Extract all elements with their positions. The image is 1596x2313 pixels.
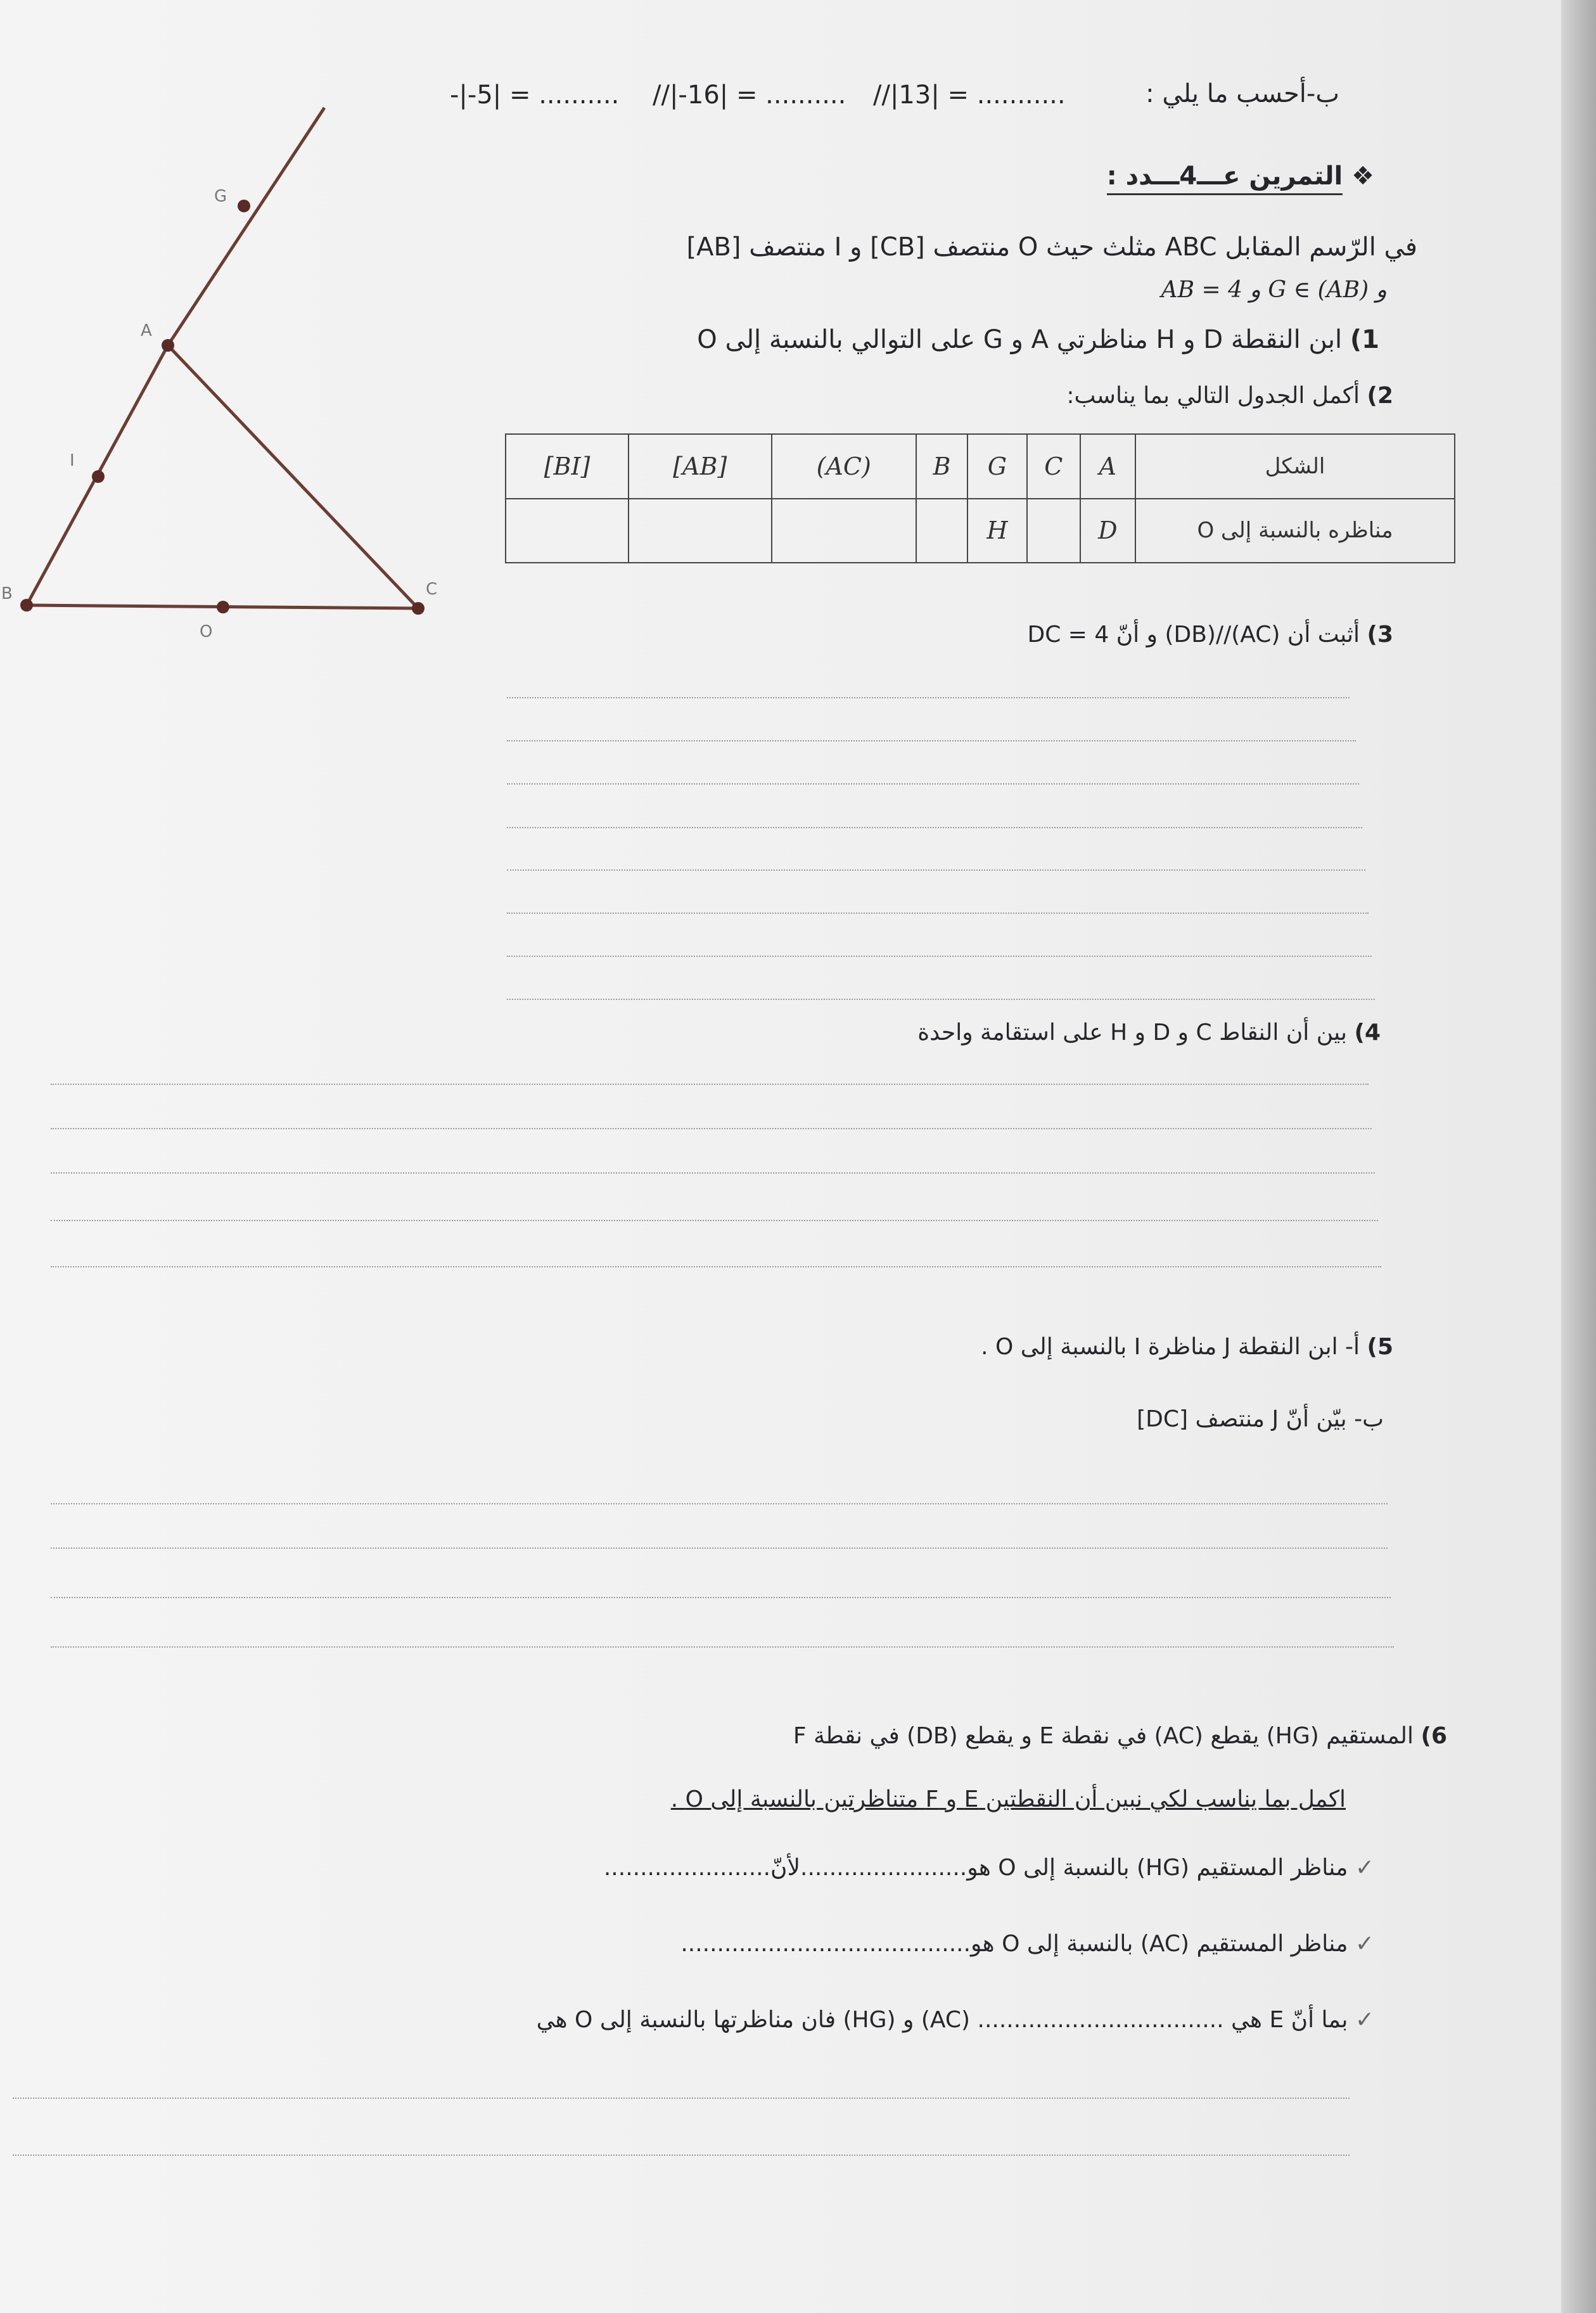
expr-5: -|-5| = .......... [450,80,620,110]
table-cell: H [967,499,1027,563]
question-6-text: المستقيم (HG) يقطع (AC) في نقطة E و يقطع (DB) في نقطة F [793,1723,1414,1749]
answer-line[interactable] [507,697,1350,698]
answer-line[interactable] [51,1084,1369,1085]
answer-line[interactable] [51,1503,1388,1504]
question-1-text: ابن النقطة D و H مناظرتي A و G على التوالي بالنسبة إلى O [697,325,1343,354]
answer-line[interactable] [507,783,1359,785]
label-b: B [1,584,13,603]
point-c [412,602,425,615]
expr-16: //|-16| = .......... [653,80,846,110]
answer-line[interactable] [507,827,1362,828]
question-6 [793,1725,1447,1748]
table-cell: [AB] [629,434,772,499]
table-cell: [BI] [506,434,629,499]
label-a: A [141,321,152,340]
question-5b-text: ب- بيّن أنّ J منتصف [DC] [1137,1406,1384,1432]
answer-line[interactable] [51,1128,1372,1129]
question-5a [981,1336,1393,1359]
exercise-title: التمرين عـــ4ـــدد : [1107,162,1343,195]
question-3-number: 3) [1367,622,1393,648]
table-cell: D [1080,499,1135,563]
compute-label: ب-أحسب ما يلي : [1146,79,1339,108]
answer-line[interactable] [507,956,1372,957]
check-row-1 [604,1857,1374,1880]
label-i: I [70,451,75,470]
line-ag [168,108,324,345]
question-4 [917,1022,1381,1044]
answer-line[interactable] [51,1220,1378,1221]
table-cell[interactable] [916,499,967,563]
expr-13: //|13| = ........... [873,80,1066,110]
question-1 [697,327,1379,352]
table-cell: A [1080,434,1135,499]
answer-line[interactable] [51,1597,1391,1598]
table-cell: (AC) [772,434,916,499]
table-cell: B [916,434,967,499]
diamond-bullet-icon: ❖ [1343,162,1374,191]
answer-line[interactable] [507,913,1369,914]
answer-line[interactable] [51,1266,1381,1267]
check-row-3-text: بما أنّ E هي .................................. (AC) و (HG) فان مناظرتها بالنسبة إلى O هي [536,2007,1348,2033]
label-c: C [426,580,438,599]
answer-line[interactable] [51,1547,1388,1549]
answer-line[interactable] [507,740,1356,741]
question-5-number: 5) [1367,1334,1393,1360]
check-icon: ✓ [1355,2007,1374,2033]
symmetry-table [505,433,1455,563]
point-a [162,339,174,352]
table-cell[interactable] [629,499,772,563]
table-row-label-figure: الشكل [1135,434,1455,499]
exercise-intro: في الرّسم المقابل ABC مثلث حيث O منتصف [CB] و I منتصف [AB] [686,233,1417,262]
answer-line[interactable] [13,2098,1350,2099]
label-g: G [214,187,227,206]
question-2-number: 2) [1367,383,1393,409]
table-cell: C [1027,434,1080,499]
question-4-number: 4) [1354,1020,1381,1046]
question-3 [1027,624,1393,646]
point-b [20,599,33,612]
triangle-figure [0,0,482,684]
table-cell: G [967,434,1027,499]
label-o: O [200,622,213,641]
question-2-text: أكمل الجدول التالي بما يناسب: [1066,383,1360,409]
point-o [217,601,229,613]
question-5a-text: أ- ابن النقطة J مناظرة I بالنسبة إلى O . [981,1334,1360,1360]
table-cell[interactable] [1027,499,1080,563]
check-row-3 [537,2009,1374,2032]
answer-line[interactable] [51,1646,1394,1648]
answer-line[interactable] [507,869,1365,871]
exercise-given: و G ∈ (AB) و AB = 4 [1161,277,1387,303]
question-1-number: 1) [1350,325,1379,354]
check-row-2-text: مناظر المستقيم (AC) بالنسبة إلى O هو........................................ [680,1931,1348,1957]
point-g [238,200,250,212]
check-row-1-text: مناظر المستقيم (HG) بالنسبة إلى O هو.......................لأنّ....................... [603,1855,1348,1881]
point-i [92,470,105,483]
check-icon: ✓ [1355,1855,1374,1881]
table-row [506,499,1455,563]
table-cell[interactable] [506,499,629,563]
question-6-instruction: اكمل بما يناسب لكي نبين أن النقطتين E و F متناظرتين بالنسبة إلى O . [670,1786,1346,1812]
paper-edge [1561,0,1596,2313]
question-2 [1066,385,1393,407]
answer-line[interactable] [51,1172,1375,1174]
table-cell[interactable] [772,499,916,563]
answer-line[interactable] [507,999,1375,1000]
question-4-text: بين أن النقاط C و D و H على استقامة واحدة [917,1020,1348,1046]
answer-line[interactable] [13,2155,1350,2156]
question-6-number: 6) [1420,1723,1447,1749]
table-row-label-image: مناظره بالنسبة إلى O [1135,499,1455,563]
segment-ac [168,345,418,608]
check-row-2 [680,1933,1374,1956]
table-row [506,434,1455,499]
question-3-text: أثبت أن (AC)//(DB) و أنّ DC = 4 [1027,622,1360,648]
check-icon: ✓ [1355,1931,1374,1957]
exercise-header [1107,163,1374,189]
